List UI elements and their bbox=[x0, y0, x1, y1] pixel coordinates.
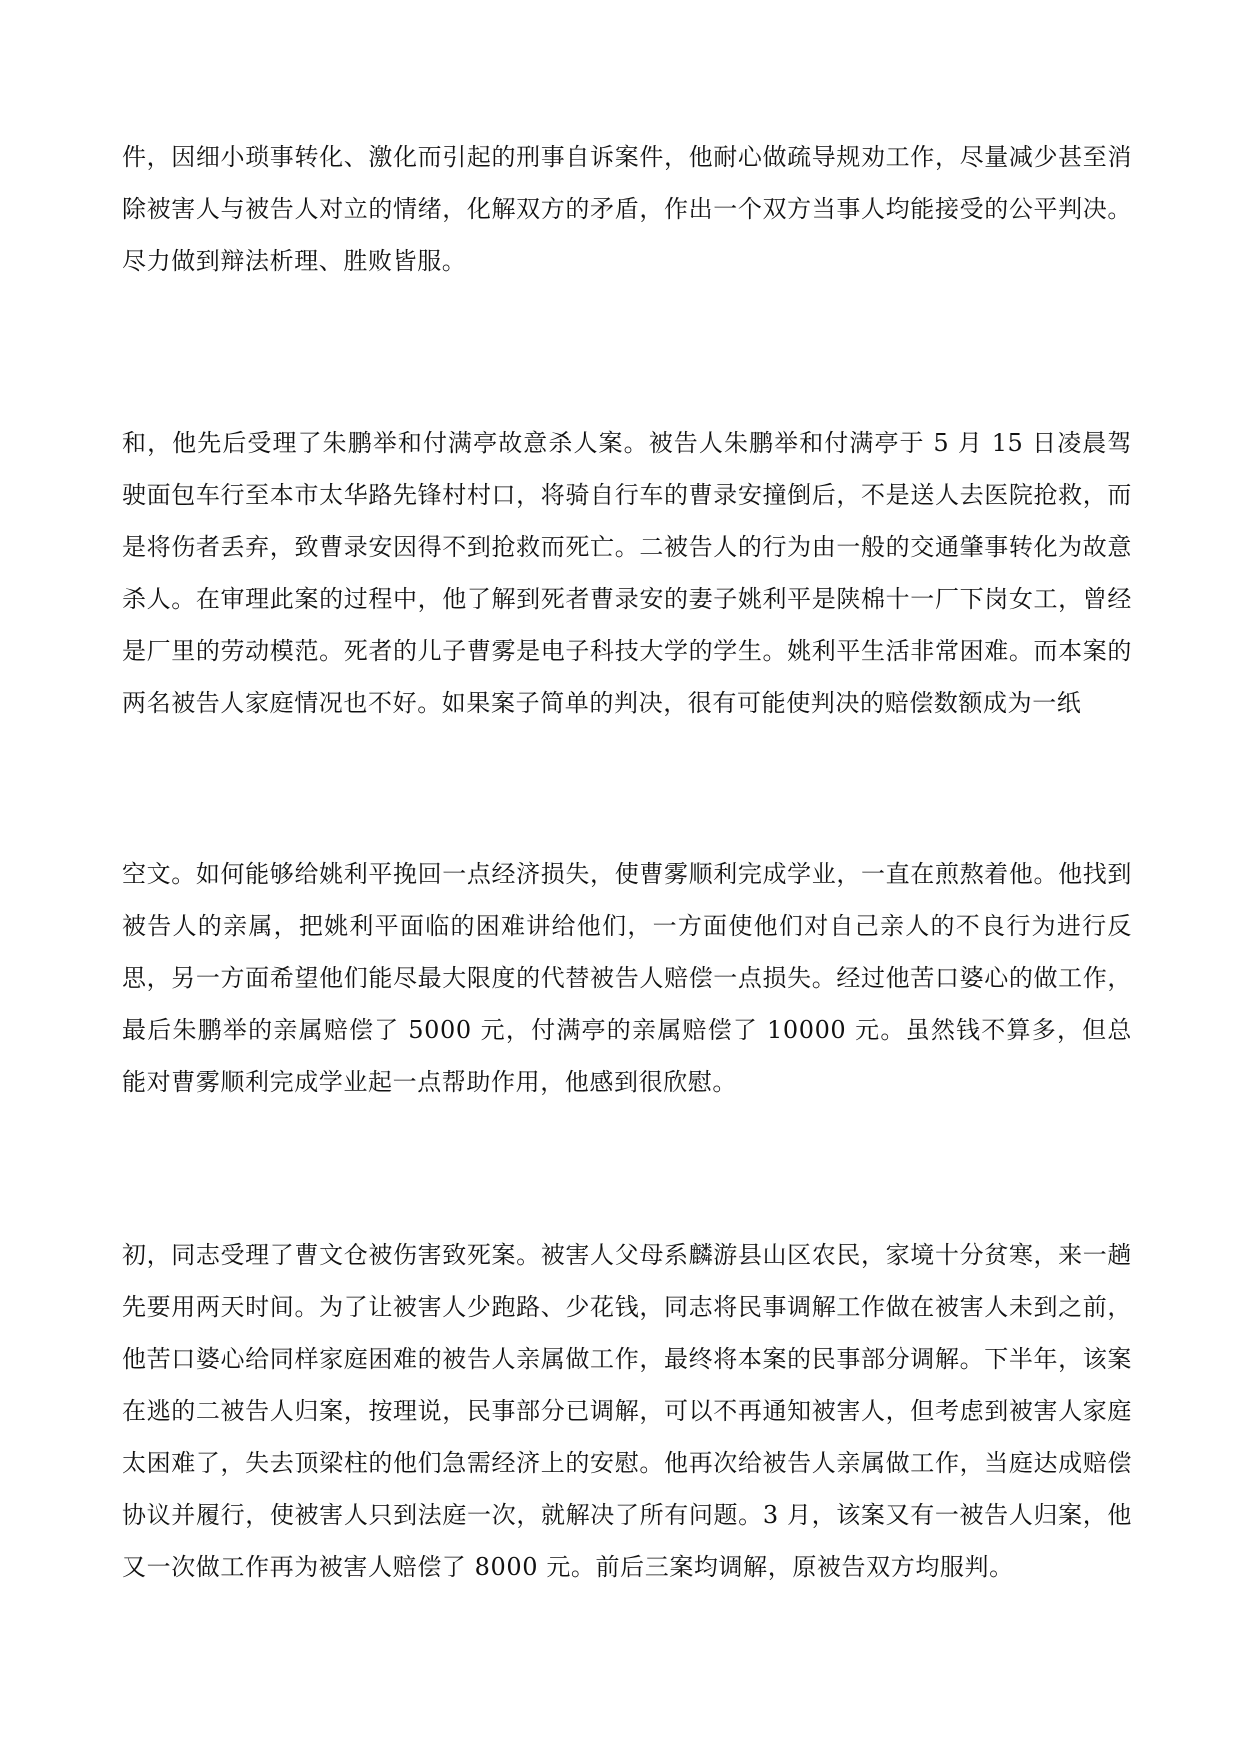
paragraph-1: 件，因细小琐事转化、激化而引起的刑事自诉案件，他耐心做疏导规劝工作，尽量减少甚至消除被害人与被告人对立的情绪，化解双方的矛盾，作出一个双方当事人均能接受的公平判决。尽力做到辩法析理、胜败皆服。 bbox=[122, 143, 1132, 275]
paragraph-3: 空文。如何能够给姚利平挽回一点经济损失，使曹雾顺利完成学业，一直在煎熬着他。他找到被告人的亲属，把姚利平面临的困难讲给他们，一方面使他们对自己亲人的不良行为进行反思，另一方面希望他们能尽最大限度的代替被告人赔偿一点损失。经过他苦口婆心的做工作，最后朱鹏举的亲属赔偿了 5000 元，付满亭的亲属赔偿了 10000 元。虽然钱不算多，但总能对曹雾顺利完成学业起一点帮助作用，他感到很欣慰。 bbox=[122, 860, 1132, 1096]
paragraph-4: 初，同志受理了曹文仓被伤害致死案。被害人父母系麟游县山区农民，家境十分贫寒，来一趟先要用两天时间。为了让被害人少跑路、少花钱，同志将民事调解工作做在被害人未到之前，他苦口婆心给同样家庭困难的被告人亲属做工作，最终将本案的民事部分调解。下半年，该案在逃的二被告人归案，按理说，民事部分已调解，可以不再通知被害人，但考虑到被害人家庭太困难了，失去顶梁柱的他们急需经济上的安慰。他再次给被告人亲属做工作，当庭达成赔偿协议并履行，使被害人只到法庭一次，就解决了所有问题。3 月，该案又有一被告人归案，他又一次做工作再为被害人赔偿了 8000 元。前后三案均调解，原被告双方均服判。 bbox=[122, 1241, 1132, 1581]
paragraph-2: 和，他先后受理了朱鹏举和付满亭故意杀人案。被告人朱鹏举和付满亭于 5 月 15 日凌晨驾驶面包车行至本市太华路先锋村村口，将骑自行车的曹录安撞倒后，不是送人去医院抢救，而是将伤者丢弃，致曹录安因得不到抢救而死亡。二被告人的行为由一般的交通肇事转化为故意杀人。在审理此案的过程中，他了解到死者曹录安的妻子姚利平是陕棉十一厂下岗女工，曾经是厂里的劳动模范。死者的儿子曹雾是电子科技大学的学生。姚利平生活非常困难。而本案的两名被告人家庭情况也不好。如果案子简单的判决，很有可能使判决的赔偿数额成为一纸 bbox=[122, 429, 1132, 717]
